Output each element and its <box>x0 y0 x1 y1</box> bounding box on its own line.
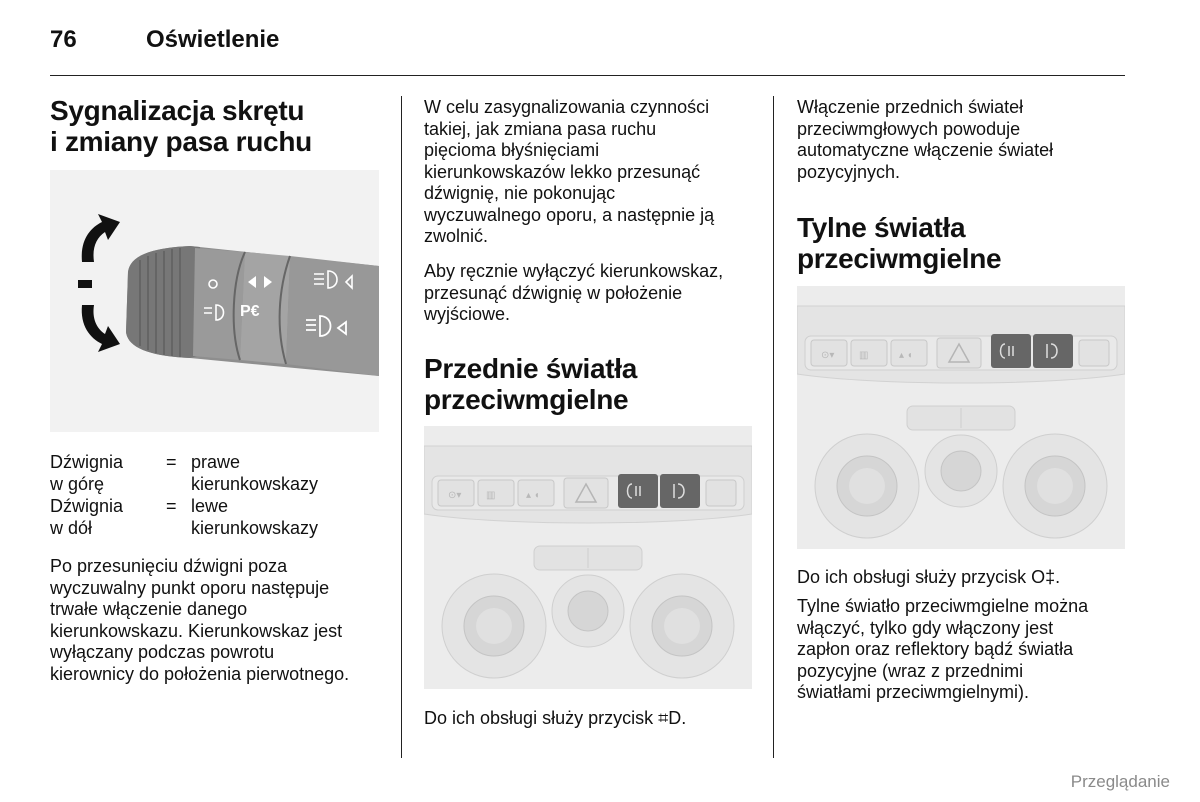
neutral-mark <box>78 280 92 288</box>
text-line: przeciwmgłowych powoduje <box>797 118 1021 139</box>
rear-fog-panel-figure <box>797 286 1125 549</box>
equals-sign: = <box>166 452 177 472</box>
text-line: kierownicy do położenia pierwotnego. <box>50 663 350 684</box>
dashboard-panel-illustration <box>424 426 752 689</box>
browse-link[interactable]: Przeglądanie <box>1070 772 1170 791</box>
text-line: włączyć, tylko gdy włączony jest <box>797 617 1054 638</box>
column-divider <box>401 96 402 758</box>
rear-fog-paragraph <box>797 596 1137 704</box>
text-line: Po przesunięciu dźwigni poza <box>50 556 288 576</box>
page-number: 76 <box>50 26 77 53</box>
section-title: Oświetlenie <box>146 26 280 53</box>
text-line: wyczuwalny punkt oporu następuje <box>50 577 330 598</box>
definition: kierunkowskazy <box>191 518 319 538</box>
svg-text:▴ ◖: ▴ ◖ <box>526 490 540 501</box>
svg-text:⊙▾: ⊙▾ <box>448 490 462 501</box>
lane-change-paragraph <box>424 97 764 248</box>
svg-text:▥: ▥ <box>859 350 869 361</box>
manual-off-paragraph <box>424 261 764 326</box>
rear-fog-caption <box>797 567 1127 589</box>
text-line: Aby ręcznie wyłączyć kierunkowskaz, <box>424 261 724 281</box>
text-line: pozycyjnych. <box>797 161 901 182</box>
front-fog-button <box>1033 334 1073 368</box>
term: w górę <box>50 474 105 494</box>
text-line: przesunąć dźwignię w położenie <box>424 282 683 303</box>
rear-fog-button <box>991 334 1031 368</box>
heading-line: przeciwmgielne <box>797 243 1002 274</box>
heading-line: Przednie światła <box>424 353 638 384</box>
term: Dźwignia <box>50 496 124 516</box>
turn-signal-heading <box>50 95 380 157</box>
definition: prawe <box>191 452 241 472</box>
text-line: dźwignię, nie pokonując <box>424 183 616 203</box>
heading-line: i zmiany pasa ruchu <box>50 126 312 157</box>
heading-line: przeciwmgielne <box>424 384 629 415</box>
heading-line: Sygnalizacja skrętu <box>50 95 305 126</box>
definition-row <box>50 451 351 495</box>
column-divider <box>773 96 774 758</box>
text-line: takiej, jak zmiana pasa ruchu <box>424 118 657 139</box>
lever-definitions <box>50 451 351 539</box>
front-fog-caption <box>424 708 764 730</box>
header-rule <box>50 75 1125 76</box>
front-fog-panel-figure <box>424 426 752 689</box>
arrow-up-icon <box>82 214 120 262</box>
text-line: wyczuwalnego oporu, a następnie ją <box>424 204 715 225</box>
svg-text:▥: ▥ <box>486 490 496 501</box>
text-line: światłami przeciwmgielnymi). <box>797 682 1030 702</box>
lever-illustration <box>50 170 379 432</box>
term: Dźwignia <box>50 452 124 472</box>
text-line: trwałe włączenie danego <box>50 599 248 619</box>
definition: lewe <box>191 496 229 516</box>
rear-fog-heading <box>797 212 1127 274</box>
parking-light-label: P€ <box>240 303 260 320</box>
lever-explanation-paragraph <box>50 556 395 685</box>
rear-fog-button <box>618 474 658 508</box>
text-line: kierunkowskazu. Kierunkowskaz jest <box>50 620 343 641</box>
term: w dół <box>50 518 93 538</box>
turn-signal-lever-figure <box>50 170 379 432</box>
front-fog-heading <box>424 353 764 415</box>
arrow-down-icon <box>82 305 120 352</box>
front-fog-button <box>660 474 700 508</box>
text-line: W celu zasygnalizowania czynności <box>424 97 710 117</box>
text-line: kierunkowskazów lekko przesunąć <box>424 161 701 182</box>
dashboard-panel-illustration <box>797 286 1125 549</box>
text-line: wyjściowe. <box>424 304 511 324</box>
caption-text: Do ich obsługi służy przycisk ⌗D. <box>424 708 687 728</box>
text-line: wyłączany podczas powrotu <box>50 642 275 662</box>
heading-line: Tylne światła <box>797 212 966 243</box>
equals-sign: = <box>166 496 177 516</box>
definition: kierunkowskazy <box>191 474 319 494</box>
text-line: pięcioma błyśnięciami <box>424 140 600 160</box>
text-line: automatyczne włączenie świateł <box>797 140 1054 160</box>
text-line: zapłon oraz reflektory bądź światła <box>797 639 1074 659</box>
caption-text: Do ich obsługi służy przycisk O‡. <box>797 567 1061 587</box>
text-line: Włączenie przednich świateł <box>797 97 1024 117</box>
text-line: pozycyjne (wraz z przednimi <box>797 660 1024 681</box>
text-line: zwolnić. <box>424 226 489 246</box>
svg-text:⊙▾: ⊙▾ <box>821 350 835 361</box>
text-line: Tylne światło przeciwmgielne można <box>797 596 1089 616</box>
definition-row <box>50 495 351 539</box>
fog-auto-paragraph <box>797 97 1127 183</box>
svg-text:▴ ◖: ▴ ◖ <box>899 350 913 361</box>
